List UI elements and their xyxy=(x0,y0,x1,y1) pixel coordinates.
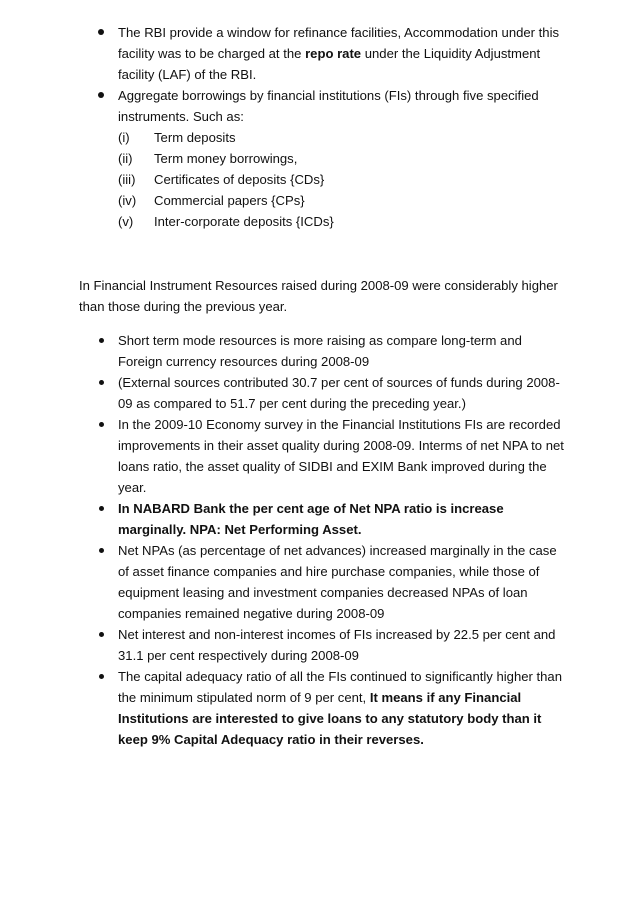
list-item-text: Net NPAs (as percentage of net advances) increased marginally in the case of asset finance companies and hire purchase companies, while those of equipment leasing and investment companies decreased NPAs of loan companies remained negative during 2008-09 xyxy=(118,543,557,621)
roman-numeral: (v) xyxy=(118,214,134,229)
instrument-item xyxy=(118,148,564,169)
instrument-item xyxy=(118,127,564,148)
list-item xyxy=(0,540,564,624)
bullet-icon xyxy=(97,624,107,645)
roman-numeral: (iii) xyxy=(118,172,136,187)
list-item xyxy=(0,372,564,414)
instrument-item xyxy=(118,169,564,190)
bullet-icon xyxy=(97,372,107,393)
bullet-icon xyxy=(97,330,107,351)
list-item-bold-text: In NABARD Bank the per cent age of Net NPA ratio is increase marginally. NPA: Net Performing Asset. xyxy=(118,501,504,537)
instrument-list xyxy=(118,127,564,232)
instrument-label: Certificates of deposits {CDs} xyxy=(154,172,325,187)
bullet-icon xyxy=(97,540,107,561)
bullet-icon xyxy=(97,414,107,435)
roman-numeral: (ii) xyxy=(118,151,133,166)
body-paragraph: In Financial Instrument Resources raised during 2008-09 were considerably higher than those during the previous year. xyxy=(79,278,558,314)
bullet-icon xyxy=(97,498,107,519)
list-item-text: Net interest and non-interest incomes of FIs increased by 22.5 per cent and 31.1 per cent respectively during 2008-09 xyxy=(118,627,556,663)
list-item xyxy=(0,330,564,372)
list-item-text: The RBI provide a window for refinance facilities, Accommodation under this facility was to be charged at the xyxy=(118,25,560,61)
list-item-bold-text: It means if any Financial Institutions are interested to give loans to any statutory body than it keep 9% Capital Adequacy ratio in their reverses. xyxy=(118,690,542,747)
instrument-item xyxy=(118,190,564,211)
list-item xyxy=(0,498,564,540)
list-item xyxy=(0,85,564,232)
list-item-text: The capital adequacy ratio of all the FIs continued to significantly higher than the minimum stipulated norm of 9 per cent, xyxy=(118,669,562,705)
top-bullet-list xyxy=(0,22,638,232)
list-item xyxy=(0,666,564,750)
list-item xyxy=(0,22,564,85)
roman-numeral: (i) xyxy=(118,130,130,145)
instrument-label: Term deposits xyxy=(154,130,236,145)
list-item-text: under the Liquidity Adjustment facility (LAF) of the RBI. xyxy=(118,46,541,82)
roman-numeral: (iv) xyxy=(118,193,137,208)
bullet-icon xyxy=(97,22,107,43)
list-item xyxy=(0,414,564,498)
list-item-text: (External sources contributed 30.7 per cent of sources of funds during 2008-09 as compared to 51.7 per cent during the preceding year.) xyxy=(118,375,560,411)
bullet-icon xyxy=(97,666,107,687)
instrument-label: Commercial papers {CPs} xyxy=(154,193,305,208)
list-item-text: Short term mode resources is more raising as compare long-term and Foreign currency resources during 2008-09 xyxy=(118,333,522,369)
list-item-bold-text: repo rate xyxy=(305,46,362,61)
instrument-item xyxy=(118,211,564,232)
list-item xyxy=(0,624,564,666)
instrument-label: Inter-corporate deposits {ICDs} xyxy=(154,214,334,229)
bullet-icon xyxy=(97,85,107,106)
bottom-bullet-list xyxy=(0,330,638,750)
list-item-text: In the 2009-10 Economy survey in the Financial Institutions FIs are recorded improvements in their asset quality during 2008-09. Interms of net NPA to net loans ratio, the asset quality of SIDBI and EXIM Bank improved during the year. xyxy=(118,417,564,495)
list-item-text: Aggregate borrowings by financial institutions (FIs) through five specified instruments. Such as: xyxy=(118,88,539,124)
instrument-label: Term money borrowings, xyxy=(154,151,298,166)
